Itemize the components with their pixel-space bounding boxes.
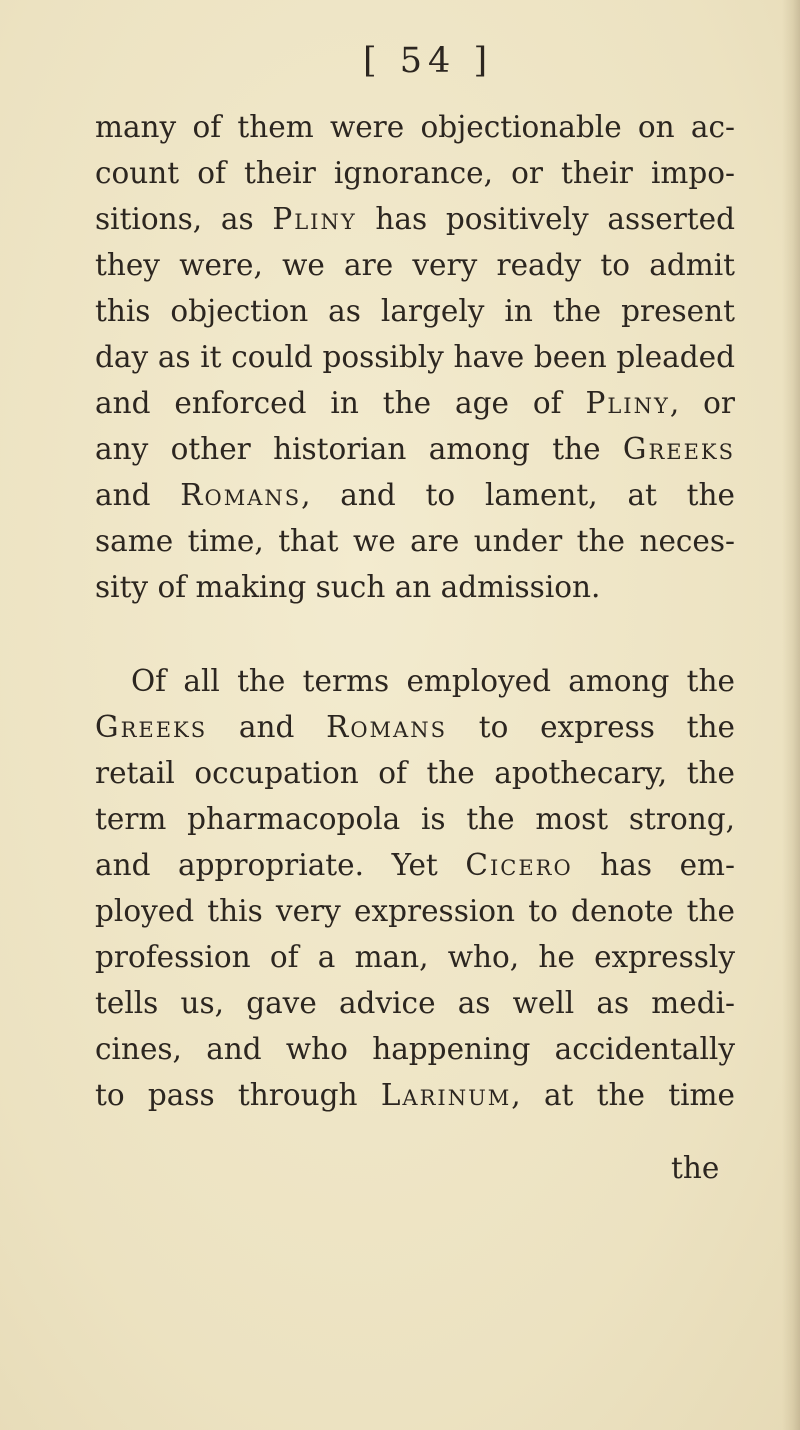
catchword: the — [671, 1151, 720, 1185]
text-line — [95, 150, 735, 196]
page-number-header: [ 54 ] — [363, 41, 494, 81]
text-line — [95, 334, 735, 380]
text-segment: , at the time — [511, 1078, 735, 1112]
text-line — [95, 842, 735, 888]
small-caps-name: Larinum — [380, 1078, 512, 1112]
text-segment: ployed this very expression to denote the — [95, 894, 735, 928]
text-segment: and — [207, 710, 327, 744]
paragraph — [95, 658, 735, 1118]
text-line — [95, 564, 735, 610]
text-segment: day as it could possibly have been pleaded — [95, 340, 735, 374]
text-line — [95, 104, 735, 150]
text-segment: retail occupation of the apothecary, the — [95, 756, 735, 790]
text-segment: , and to lament, at the — [301, 478, 735, 512]
small-caps-name: Romans — [326, 710, 447, 744]
text-segment: count of their ignorance, or their impo- — [95, 156, 735, 190]
text-segment: has positively asserted — [356, 202, 735, 236]
text-segment: sity of making such an admission. — [95, 570, 601, 604]
text-segment: and appropriate. Yet — [95, 848, 466, 882]
text-segment: cines, and who happening accidentally — [95, 1032, 735, 1066]
text-line — [95, 196, 735, 242]
text-line — [95, 704, 735, 750]
small-caps-name: Pliny — [585, 386, 670, 420]
text-line — [95, 796, 735, 842]
text-segment: has em- — [572, 848, 735, 882]
text-line — [95, 658, 735, 704]
text-line — [95, 288, 735, 334]
text-segment: many of them were objectionable on ac- — [95, 110, 735, 144]
text-segment: , or — [669, 386, 735, 420]
text-segment: term pharmacopola is the most strong, — [95, 802, 735, 836]
text-segment: tells us, gave advice as well as medi- — [95, 986, 735, 1020]
text-line — [95, 380, 735, 426]
text-segment: Of all the terms employed among the — [131, 664, 735, 698]
text-line — [95, 518, 735, 564]
text-line — [95, 934, 735, 980]
text-line — [95, 242, 735, 288]
text-segment: any other historian among the — [95, 432, 623, 466]
small-caps-name: Greeks — [95, 710, 208, 744]
text-line — [95, 426, 735, 472]
page-edge-shadow — [782, 0, 800, 1430]
text-segment: profession of a man, who, he expressly — [95, 940, 735, 974]
text-line — [95, 750, 735, 796]
text-line — [95, 888, 735, 934]
text-line — [95, 472, 735, 518]
paragraph — [95, 104, 735, 610]
text-segment: same time, that we are under the neces- — [95, 524, 735, 558]
body-text — [95, 104, 735, 1118]
text-segment: and — [95, 478, 181, 512]
text-line — [95, 1072, 735, 1118]
text-segment: they were, we are very ready to admit — [95, 248, 735, 282]
text-line — [95, 980, 735, 1026]
text-segment: this objection as largely in the present — [95, 294, 735, 328]
small-caps-name: Cicero — [465, 848, 573, 882]
small-caps-name: Pliny — [272, 202, 357, 236]
text-segment: to pass through — [95, 1078, 381, 1112]
text-segment: to express the — [446, 710, 735, 744]
small-caps-name: Romans — [180, 478, 302, 512]
small-caps-name: Greeks — [622, 432, 735, 466]
paragraph-gap — [95, 610, 735, 658]
text-segment: and enforced in the age of — [95, 386, 586, 420]
text-line — [95, 1026, 735, 1072]
text-segment: sitions, as — [95, 202, 273, 236]
